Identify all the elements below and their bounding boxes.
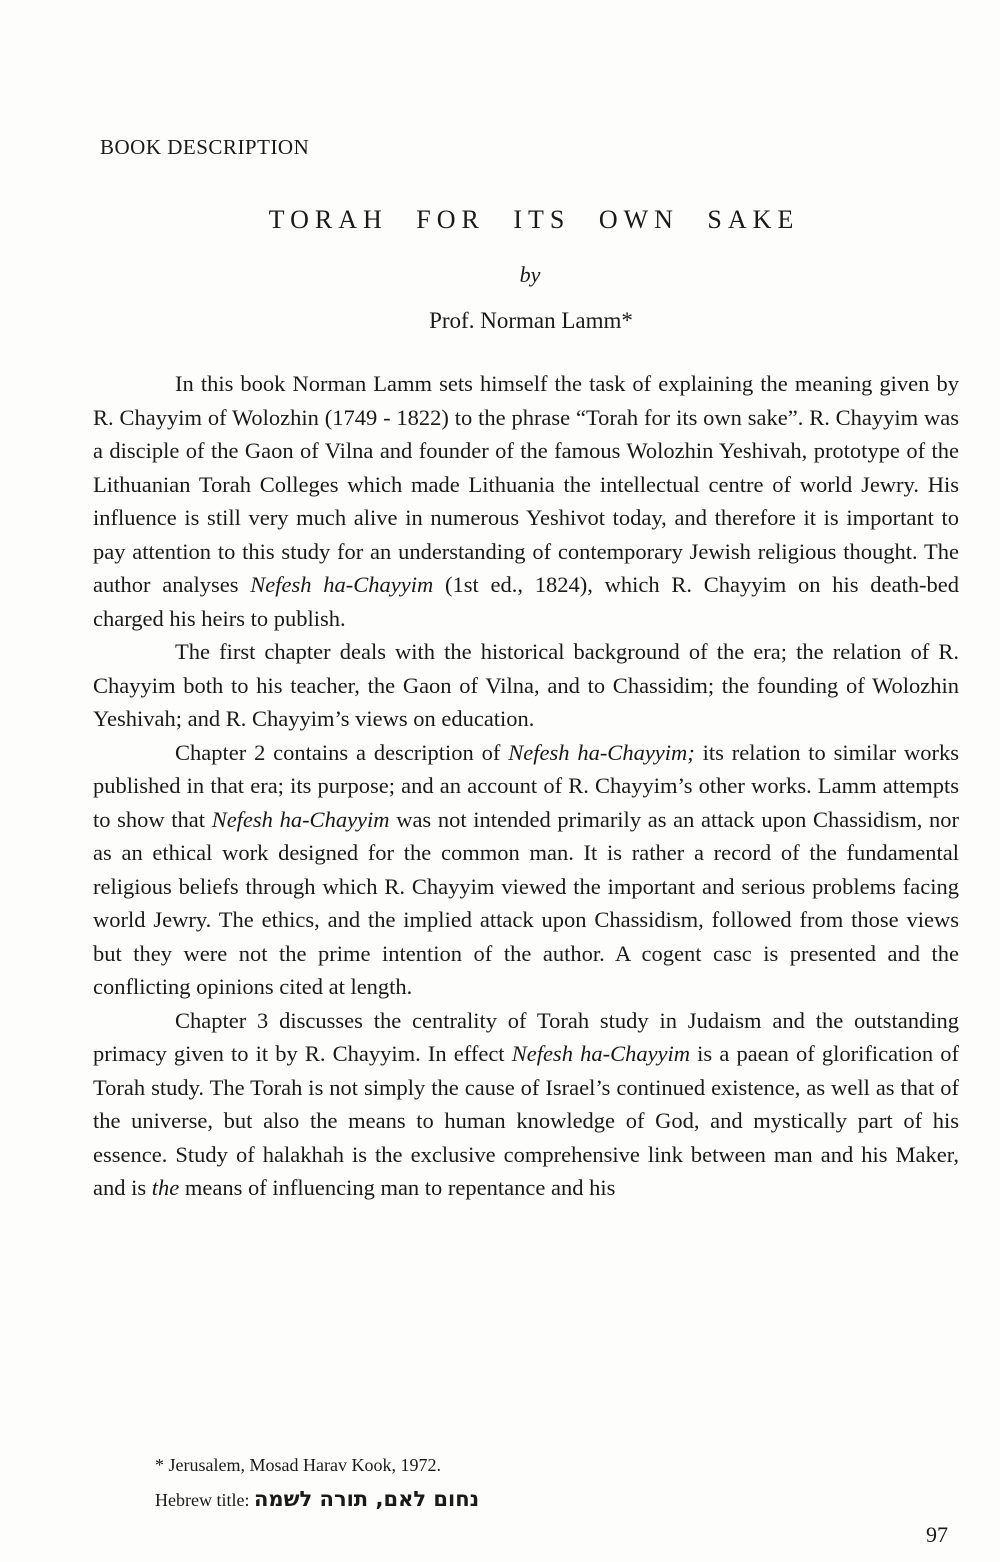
byline: by	[519, 262, 541, 287]
hebrew-title: נחום לאם, תורה לשמה	[253, 1487, 480, 1511]
text-run: (1st ed., 1824), which R. Chayyim on his death-bed charged his heirs to publish.	[93, 572, 959, 631]
hebrew-title-label: Hebrew title:	[155, 1490, 250, 1510]
italic-text: Nefesh ha-Chayyim;	[508, 739, 695, 765]
page-number: 97	[926, 1522, 948, 1547]
italic-text: the	[151, 1175, 180, 1200]
footnotes	[155, 1448, 479, 1517]
text-run: was not intended primarily as an attack upon Chassidism, nor as an ethical work designed for the common man. It is rather a record of the fundamental religious beliefs through which R. Chayyim viewed the important and serious problems facing world Jewry. The ethics, and the implied attack upon Chassidism, followed from those views but they were not the prime intention of the author. A cogent casc is presented and the conflicting opinions cited at length.	[93, 806, 959, 999]
italic-text: Nefesh ha-Chayyim	[211, 806, 390, 832]
section-label: BOOK DESCRIPTION	[100, 135, 310, 159]
paragraph	[93, 367, 959, 635]
book-title: TORAH FOR ITS OWN SAKE	[268, 205, 800, 234]
paragraph	[93, 1004, 959, 1205]
author-name: Prof. Norman Lamm*	[429, 308, 633, 333]
text-run: Chapter 2 contains a description of	[175, 739, 509, 765]
footnote-publisher: * Jerusalem, Mosad Harav Kook, 1972.	[155, 1455, 441, 1475]
italic-text: Nefesh ha-Chayyim	[250, 572, 434, 597]
paragraph	[93, 635, 959, 736]
text-run: its relation to similar works published in that era; its purpose; and an account of R. Chayyim’s other works. Lamm attempts to show that	[93, 739, 959, 832]
text-run: means of influencing man to repentance and his	[179, 1175, 616, 1200]
footnote-hebrew-title	[155, 1482, 479, 1517]
paragraph	[93, 736, 959, 1004]
text-run: The first chapter deals with the historical background of the era; the relation of R. Chayyim both to his teacher, the Gaon of Vilna, and to Chassidim; the founding of Wolozhin Yeshivah; and R. Chayyim’s views on education.	[93, 639, 959, 731]
text-run: Chapter 3 discusses the centrality of Torah study in Judaism and the outstanding primacy given to it by R. Chayyim. In effect	[93, 1007, 959, 1066]
italic-text: Nefesh ha-Chayyim	[511, 1041, 691, 1066]
text-run: In this book Norman Lamm sets himself the task of explaining the meaning given by R. Chayyim of Wolozhin (1749 - 1822) to the phrase “Torah for its own sake”. R. Chayyim was a disciple of the Gaon of Vilna and founder of the famous Wolozhin Yeshivah, prototype of the Lithuanian Torah Colleges which made Lithuania the intellectual centre of world Jewry. His influence is still very much alive in numerous Yeshivot today, and therefore it is important to pay attention to this study for an understanding of contemporary Jewish religious thought. The author analyses	[93, 371, 959, 597]
body-text	[93, 367, 959, 1205]
text-run: is a paean of glorification of Torah study. The Torah is not simply the cause of Israel’s continued existence, as well as that of the universe, but also the means to human knowledge of God, and mystically part of his essence. Study of halakhah is the exclusive comprehensive link between man and his Maker, and is	[93, 1041, 959, 1200]
